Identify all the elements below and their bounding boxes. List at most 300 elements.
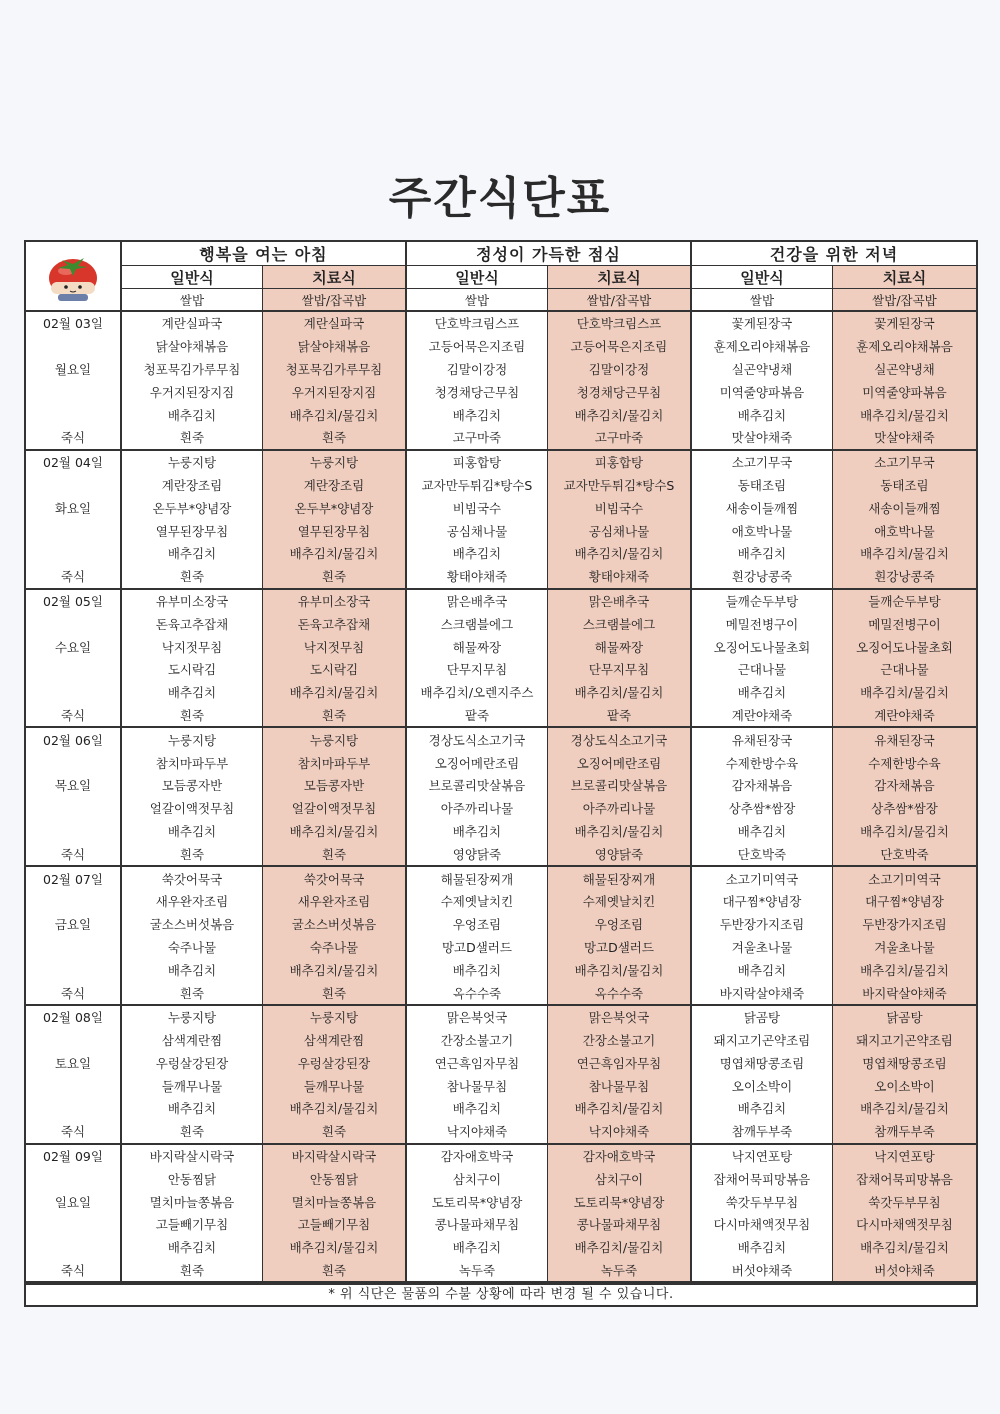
- regular-menu-cell: 배추김치: [121, 403, 262, 426]
- regular-menu-cell: 영양닭죽: [406, 842, 547, 866]
- regular-menu-cell: 해물짜장: [406, 635, 547, 658]
- therapeutic-menu-cell: 계란실파국: [262, 311, 406, 335]
- porridge-label: 죽식: [26, 1259, 121, 1283]
- therapeutic-menu-cell: 도시락김: [262, 658, 406, 681]
- table-row: [26, 1005, 976, 1029]
- regular-menu-cell: 동태조림: [691, 474, 832, 497]
- regular-menu-cell: 쑥갓어묵국: [121, 866, 262, 890]
- table-row: [26, 890, 976, 913]
- therapeutic-menu-cell: 바지락살야채죽: [832, 981, 976, 1005]
- therapeutic-menu-cell: 모듬콩자반: [262, 774, 406, 797]
- day-label-empty: [26, 820, 121, 843]
- table-row: [26, 519, 976, 542]
- day-date: 02월 05일: [43, 593, 103, 609]
- table-row: [26, 820, 976, 843]
- regular-menu-cell: 누룽지탕: [121, 1005, 262, 1029]
- day-label-empty: [26, 519, 121, 542]
- regular-menu-cell: 참치마파두부: [121, 751, 262, 774]
- regular-menu-cell: 삼치구이: [406, 1167, 547, 1190]
- therapeutic-menu-cell: 배추김치/물김치: [832, 1236, 976, 1259]
- regular-menu-cell: 유부미소장국: [121, 589, 262, 613]
- therapeutic-menu-cell: 맛살야채죽: [832, 426, 976, 450]
- regular-menu-cell: 바지락살시락국: [121, 1144, 262, 1168]
- therapeutic-menu-cell: 도토리묵*양념장: [547, 1190, 691, 1213]
- regular-menu-cell: 수제옛날치킨: [406, 890, 547, 913]
- regular-menu-cell: 숙주나물: [121, 936, 262, 959]
- therapeutic-menu-cell: 망고D샐러드: [547, 936, 691, 959]
- table-row: [26, 1259, 976, 1283]
- regular-menu-cell: 청경채당근무침: [406, 380, 547, 403]
- day-label-empty: [26, 1236, 121, 1259]
- regular-menu-cell: 김말이강정: [406, 358, 547, 381]
- therapeutic-menu-cell: 옥수수죽: [547, 981, 691, 1005]
- rice-cell: 쌀밥: [691, 289, 832, 312]
- regular-menu-cell: 낙지야채죽: [406, 1120, 547, 1144]
- regular-menu-cell: 누룽지탕: [121, 450, 262, 474]
- therapeutic-menu-cell: 실곤약냉채: [832, 358, 976, 381]
- therapeutic-menu-cell: 들깨순두부탕: [832, 589, 976, 613]
- regular-menu-cell: 비빔국수: [406, 496, 547, 519]
- regular-menu-cell: 우거지된장지짐: [121, 380, 262, 403]
- table-row: [26, 474, 976, 497]
- regular-menu-cell: 실곤약냉채: [691, 358, 832, 381]
- table-row: [26, 842, 976, 866]
- regular-menu-cell: 다시마채액젓무침: [691, 1213, 832, 1236]
- regular-menu-cell: 스크램블에그: [406, 612, 547, 635]
- regular-menu-cell: 돼지고기곤약조림: [691, 1029, 832, 1052]
- therapeutic-menu-cell: 스크램블에그: [547, 612, 691, 635]
- therapeutic-menu-cell: 굴소스버섯볶음: [262, 913, 406, 936]
- therapeutic-menu-cell: 배추김치/물김치: [547, 820, 691, 843]
- therapeutic-menu-cell: 버섯야채죽: [832, 1259, 976, 1283]
- table-row: [26, 681, 976, 704]
- table-row: [26, 1074, 976, 1097]
- table-row: [26, 981, 976, 1005]
- footer-note: * 위 식단은 물품의 수불 상황에 따라 변경 될 수 있습니다.: [26, 1283, 976, 1305]
- regular-menu-cell: 낙지연포탕: [691, 1144, 832, 1168]
- day-label-empty: [26, 936, 121, 959]
- regular-menu-cell: 배추김치: [691, 681, 832, 704]
- therapeutic-menu-cell: 배추김치/물김치: [832, 681, 976, 704]
- regular-menu-cell: 흰죽: [121, 704, 262, 728]
- table-row: [26, 1052, 976, 1075]
- regular-menu-cell: 고들빼기무침: [121, 1213, 262, 1236]
- regular-menu-cell: 배추김치: [121, 1097, 262, 1120]
- regular-menu-cell: 흰죽: [121, 565, 262, 589]
- therapeutic-menu-cell: 배추김치/물김치: [832, 403, 976, 426]
- therapeutic-menu-cell: 삼색계란찜: [262, 1029, 406, 1052]
- therapeutic-menu-cell: 열무된장무침: [262, 519, 406, 542]
- therapeutic-menu-cell: 안동찜닭: [262, 1167, 406, 1190]
- therapeutic-menu-cell: 우엉조림: [547, 913, 691, 936]
- regular-menu-cell: 배추김치: [406, 403, 547, 426]
- day-weekday: 수요일: [54, 639, 92, 655]
- regular-menu-cell: 참깨두부죽: [691, 1120, 832, 1144]
- regular-menu-cell: 배추김치: [691, 1236, 832, 1259]
- day-date: 02월 07일: [43, 871, 103, 887]
- regular-menu-cell: 배추김치: [691, 1097, 832, 1120]
- day-weekday: 목요일: [54, 778, 92, 794]
- regular-menu-cell: 들깨순두부탕: [691, 589, 832, 613]
- day-date: 02월 03일: [43, 316, 103, 332]
- therapeutic-menu-cell: 팥죽: [547, 704, 691, 728]
- regular-menu-cell: 계란야채죽: [691, 704, 832, 728]
- porridge-label: 죽식: [26, 426, 121, 450]
- regular-menu-cell: 배추김치: [406, 542, 547, 565]
- therapeutic-menu-cell: 흰강낭콩죽: [832, 565, 976, 589]
- therapeutic-menu-cell: 단무지무침: [547, 658, 691, 681]
- table-row: [26, 658, 976, 681]
- therapeutic-menu-cell: 공심채나물: [547, 519, 691, 542]
- therapeutic-menu-cell: 경상도식소고기국: [547, 727, 691, 751]
- menu-sheet: [24, 240, 978, 1307]
- regular-menu-cell: 단무지무침: [406, 658, 547, 681]
- regular-menu-cell: 참나물무침: [406, 1074, 547, 1097]
- subheader-therapeutic: 치료식: [832, 266, 976, 289]
- therapeutic-menu-cell: 콩나물파채무침: [547, 1213, 691, 1236]
- day-date: 02월 08일: [43, 1010, 103, 1026]
- regular-menu-cell: 안동찜닭: [121, 1167, 262, 1190]
- regular-menu-cell: 모듬콩자반: [121, 774, 262, 797]
- regular-menu-cell: 배추김치: [406, 1236, 547, 1259]
- therapeutic-menu-cell: 흰죽: [262, 1259, 406, 1283]
- day-weekday: 화요일: [54, 500, 92, 516]
- therapeutic-menu-cell: 숙주나물: [262, 936, 406, 959]
- porridge-label: 죽식: [26, 704, 121, 728]
- regular-menu-cell: 명엽채땅콩조림: [691, 1052, 832, 1075]
- porridge-label: 죽식: [26, 1120, 121, 1144]
- therapeutic-menu-cell: 아주까리나물: [547, 797, 691, 820]
- table-row: [26, 496, 976, 519]
- tomato-mascot-icon: [38, 246, 108, 304]
- therapeutic-menu-cell: 수제한방수육: [832, 751, 976, 774]
- therapeutic-menu-cell: 배추김치/물김치: [262, 681, 406, 704]
- table-row: [26, 1144, 976, 1168]
- regular-menu-cell: 브로콜리맛살볶음: [406, 774, 547, 797]
- table-row: [26, 565, 976, 589]
- day-weekday: 일요일: [54, 1194, 92, 1210]
- therapeutic-menu-cell: 오징어도나물초회: [832, 635, 976, 658]
- table-row: [26, 913, 976, 936]
- therapeutic-menu-cell: 배추김치/물김치: [262, 820, 406, 843]
- therapeutic-menu-cell: 누룽지탕: [262, 727, 406, 751]
- therapeutic-menu-cell: 소고기미역국: [832, 866, 976, 890]
- page-title: 주간식단표: [388, 173, 612, 224]
- day-date: 02월 06일: [43, 732, 103, 748]
- therapeutic-menu-cell: 낙지젓무침: [262, 635, 406, 658]
- therapeutic-menu-cell: 배추김치/물김치: [547, 542, 691, 565]
- regular-menu-cell: 감자애호박국: [406, 1144, 547, 1168]
- day-weekday: 금요일: [54, 917, 92, 933]
- day-label-empty: [26, 542, 121, 565]
- regular-menu-cell: 도시락김: [121, 658, 262, 681]
- therapeutic-menu-cell: 피홍합탕: [547, 450, 691, 474]
- regular-menu-cell: 흰죽: [121, 981, 262, 1005]
- therapeutic-menu-cell: 멸치마늘쫑볶음: [262, 1190, 406, 1213]
- day-label-empty: [26, 797, 121, 820]
- therapeutic-menu-cell: 김말이강정: [547, 358, 691, 381]
- regular-menu-cell: 녹두죽: [406, 1259, 547, 1283]
- regular-menu-cell: 버섯야채죽: [691, 1259, 832, 1283]
- therapeutic-menu-cell: 들깨무나물: [262, 1074, 406, 1097]
- therapeutic-menu-cell: 쑥갓어묵국: [262, 866, 406, 890]
- day-label-empty: [26, 1029, 121, 1052]
- subheader-regular: 일반식: [691, 266, 832, 289]
- regular-menu-cell: 아주까리나물: [406, 797, 547, 820]
- therapeutic-menu-cell: 소고기무국: [832, 450, 976, 474]
- porridge-label: 죽식: [26, 842, 121, 866]
- table-row: [26, 542, 976, 565]
- therapeutic-menu-cell: 맑은북엇국: [547, 1005, 691, 1029]
- regular-menu-cell: 옥수수죽: [406, 981, 547, 1005]
- table-row: [26, 958, 976, 981]
- therapeutic-menu-cell: 브로콜리맛살볶음: [547, 774, 691, 797]
- regular-menu-cell: 대구찜*양념장: [691, 890, 832, 913]
- regular-menu-cell: 유채된장국: [691, 727, 832, 751]
- regular-menu-cell: 애호박나물: [691, 519, 832, 542]
- regular-menu-cell: 단호박크림스프: [406, 311, 547, 335]
- regular-menu-cell: 상추쌈*쌈장: [691, 797, 832, 820]
- day-label-empty: [26, 751, 121, 774]
- regular-menu-cell: 맑은북엇국: [406, 1005, 547, 1029]
- subheader-therapeutic: 치료식: [547, 266, 691, 289]
- regular-menu-cell: 교자만두튀김*탕수S: [406, 474, 547, 497]
- therapeutic-menu-cell: 영양닭죽: [547, 842, 691, 866]
- rice-cell: 쌀밥: [406, 289, 547, 312]
- therapeutic-menu-cell: 꽃게된장국: [832, 311, 976, 335]
- day-label-empty: [26, 380, 121, 403]
- therapeutic-menu-cell: 간장소불고기: [547, 1029, 691, 1052]
- regular-menu-cell: 바지락살야채죽: [691, 981, 832, 1005]
- table-row: [26, 866, 976, 890]
- rice-cell: 쌀밥/잡곡밥: [832, 289, 976, 312]
- day-label-empty: [26, 681, 121, 704]
- subheader-regular: 일반식: [406, 266, 547, 289]
- day-label-empty: [26, 1167, 121, 1190]
- regular-menu-cell: 새송이들깨찜: [691, 496, 832, 519]
- regular-menu-cell: 새우완자조림: [121, 890, 262, 913]
- therapeutic-menu-cell: 흰죽: [262, 704, 406, 728]
- day-label-empty: [26, 958, 121, 981]
- therapeutic-menu-cell: 새우완자조림: [262, 890, 406, 913]
- therapeutic-menu-cell: 온두부*양념장: [262, 496, 406, 519]
- day-date: 02월 04일: [43, 455, 103, 471]
- therapeutic-menu-cell: 감자채볶음: [832, 774, 976, 797]
- therapeutic-menu-cell: 훈제오리야채볶음: [832, 335, 976, 358]
- therapeutic-menu-cell: 누룽지탕: [262, 1005, 406, 1029]
- regular-menu-cell: 잡채어묵피망볶음: [691, 1167, 832, 1190]
- regular-menu-cell: 피홍합탕: [406, 450, 547, 474]
- regular-menu-cell: 배추김치: [121, 1236, 262, 1259]
- therapeutic-menu-cell: 해물된장찌개: [547, 866, 691, 890]
- therapeutic-menu-cell: 돈육고추잡채: [262, 612, 406, 635]
- rice-cell: 쌀밥/잡곡밥: [262, 289, 406, 312]
- day-label-empty: [26, 890, 121, 913]
- meal-header-breakfast: 행복을 여는 아침: [121, 242, 406, 266]
- therapeutic-menu-cell: 닭곰탕: [832, 1005, 976, 1029]
- regular-menu-cell: 계란실파국: [121, 311, 262, 335]
- menu-table: [26, 242, 976, 1283]
- regular-menu-cell: 돈육고추잡채: [121, 612, 262, 635]
- therapeutic-menu-cell: 미역줄양파볶음: [832, 380, 976, 403]
- regular-menu-cell: 고등어묵은지조림: [406, 335, 547, 358]
- table-row: [26, 612, 976, 635]
- day-date: 02월 09일: [43, 1149, 103, 1165]
- regular-menu-cell: 공심채나물: [406, 519, 547, 542]
- regular-menu-cell: 들깨무나물: [121, 1074, 262, 1097]
- therapeutic-menu-cell: 쑥갓두부무침: [832, 1190, 976, 1213]
- day-label-empty: [26, 612, 121, 635]
- regular-menu-cell: 간장소불고기: [406, 1029, 547, 1052]
- regular-menu-cell: 두반장가지조림: [691, 913, 832, 936]
- day-label-empty: [26, 658, 121, 681]
- therapeutic-menu-cell: 우렁살강된장: [262, 1052, 406, 1075]
- regular-menu-cell: 청포묵김가루무침: [121, 358, 262, 381]
- regular-menu-cell: 근대나물: [691, 658, 832, 681]
- therapeutic-menu-cell: 배추김치/물김치: [547, 958, 691, 981]
- regular-menu-cell: 열무된장무침: [121, 519, 262, 542]
- day-weekday: 월요일: [54, 361, 92, 377]
- table-row: [26, 727, 976, 751]
- table-row: [26, 403, 976, 426]
- regular-menu-cell: 경상도식소고기국: [406, 727, 547, 751]
- regular-menu-cell: 배추김치: [121, 958, 262, 981]
- therapeutic-menu-cell: 동태조림: [832, 474, 976, 497]
- therapeutic-menu-cell: 흰죽: [262, 981, 406, 1005]
- therapeutic-menu-cell: 단호박죽: [832, 842, 976, 866]
- day-weekday: 토요일: [54, 1055, 92, 1071]
- therapeutic-menu-cell: 배추김치/물김치: [547, 403, 691, 426]
- regular-menu-cell: 고구마죽: [406, 426, 547, 450]
- menu-body: [26, 311, 976, 1282]
- regular-menu-cell: 오징어도나물초회: [691, 635, 832, 658]
- therapeutic-menu-cell: 교자만두튀김*탕수S: [547, 474, 691, 497]
- regular-menu-cell: 배추김치: [121, 681, 262, 704]
- regular-menu-cell: 감자채볶음: [691, 774, 832, 797]
- regular-menu-cell: 삼색계란찜: [121, 1029, 262, 1052]
- regular-menu-cell: 배추김치: [691, 958, 832, 981]
- regular-menu-cell: 닭살야채볶음: [121, 335, 262, 358]
- therapeutic-menu-cell: 애호박나물: [832, 519, 976, 542]
- regular-menu-cell: 연근흑임자무침: [406, 1052, 547, 1075]
- therapeutic-menu-cell: 계란장조림: [262, 474, 406, 497]
- regular-menu-cell: 콩나물파채무침: [406, 1213, 547, 1236]
- therapeutic-menu-cell: 참깨두부죽: [832, 1120, 976, 1144]
- regular-menu-cell: 소고기무국: [691, 450, 832, 474]
- table-row: [26, 635, 976, 658]
- table-row: [26, 380, 976, 403]
- regular-menu-cell: 망고D샐러드: [406, 936, 547, 959]
- regular-menu-cell: 계란장조림: [121, 474, 262, 497]
- therapeutic-menu-cell: 유부미소장국: [262, 589, 406, 613]
- meal-header-dinner: 건강을 위한 저녁: [691, 242, 976, 266]
- regular-menu-cell: 흰죽: [121, 1259, 262, 1283]
- porridge-label: 죽식: [26, 565, 121, 589]
- regular-menu-cell: 배추김치: [406, 820, 547, 843]
- therapeutic-menu-cell: 청포묵김가루무침: [262, 358, 406, 381]
- rice-cell: 쌀밥/잡곡밥: [547, 289, 691, 312]
- therapeutic-menu-cell: 배추김치/물김치: [547, 1097, 691, 1120]
- therapeutic-menu-cell: 계란야채죽: [832, 704, 976, 728]
- therapeutic-menu-cell: 새송이들깨찜: [832, 496, 976, 519]
- therapeutic-menu-cell: 고등어묵은지조림: [547, 335, 691, 358]
- table-row: [26, 751, 976, 774]
- regular-menu-cell: 수제한방수육: [691, 751, 832, 774]
- table-row: [26, 1120, 976, 1144]
- subheader-regular: 일반식: [121, 266, 262, 289]
- therapeutic-menu-cell: 누룽지탕: [262, 450, 406, 474]
- therapeutic-menu-cell: 배추김치/물김치: [262, 1236, 406, 1259]
- regular-menu-cell: 황태야채죽: [406, 565, 547, 589]
- tomato-mascot-logo: [26, 242, 121, 311]
- therapeutic-menu-cell: 배추김치/물김치: [832, 1097, 976, 1120]
- regular-menu-cell: 흰죽: [121, 426, 262, 450]
- therapeutic-menu-cell: 녹두죽: [547, 1259, 691, 1283]
- day-label-empty: [26, 474, 121, 497]
- therapeutic-menu-cell: 바지락살시락국: [262, 1144, 406, 1168]
- regular-menu-cell: 도토리묵*양념장: [406, 1190, 547, 1213]
- regular-menu-cell: 소고기미역국: [691, 866, 832, 890]
- therapeutic-menu-cell: 얼갈이액젓무침: [262, 797, 406, 820]
- table-row: [26, 335, 976, 358]
- therapeutic-menu-cell: 배추김치/물김치: [547, 1236, 691, 1259]
- table-row: [26, 1190, 976, 1213]
- day-label-empty: [26, 1213, 121, 1236]
- regular-menu-cell: 맛살야채죽: [691, 426, 832, 450]
- regular-menu-cell: 얼갈이액젓무침: [121, 797, 262, 820]
- regular-menu-cell: 오이소박이: [691, 1074, 832, 1097]
- regular-menu-cell: 낙지젓무침: [121, 635, 262, 658]
- therapeutic-menu-cell: 배추김치/물김치: [832, 542, 976, 565]
- regular-menu-cell: 온두부*양념장: [121, 496, 262, 519]
- regular-menu-cell: 해물된장찌개: [406, 866, 547, 890]
- regular-menu-cell: 배추김치: [691, 403, 832, 426]
- therapeutic-menu-cell: 흰죽: [262, 842, 406, 866]
- table-row: [26, 1167, 976, 1190]
- regular-menu-cell: 배추김치: [121, 542, 262, 565]
- therapeutic-menu-cell: 배추김치/물김치: [262, 958, 406, 981]
- therapeutic-menu-cell: 오이소박이: [832, 1074, 976, 1097]
- table-row: [26, 936, 976, 959]
- therapeutic-menu-cell: 배추김치/물김치: [832, 820, 976, 843]
- regular-menu-cell: 배추김치: [406, 958, 547, 981]
- therapeutic-menu-cell: 다시마채액젓무침: [832, 1213, 976, 1236]
- therapeutic-menu-cell: 상추쌈*쌈장: [832, 797, 976, 820]
- regular-menu-cell: 메밀전병구이: [691, 612, 832, 635]
- meal-header-lunch: 정성이 가득한 점심: [406, 242, 691, 266]
- table-row: [26, 450, 976, 474]
- therapeutic-menu-cell: 낙지야채죽: [547, 1120, 691, 1144]
- therapeutic-menu-cell: 명엽채땅콩조림: [832, 1052, 976, 1075]
- regular-menu-cell: 굴소스버섯볶음: [121, 913, 262, 936]
- therapeutic-menu-cell: 흰죽: [262, 565, 406, 589]
- regular-menu-cell: 흰죽: [121, 842, 262, 866]
- therapeutic-menu-cell: 배추김치/물김치: [262, 403, 406, 426]
- therapeutic-menu-cell: 메밀전병구이: [832, 612, 976, 635]
- table-row: [26, 1213, 976, 1236]
- table-row: [26, 704, 976, 728]
- day-label-empty: [26, 1074, 121, 1097]
- regular-menu-cell: 오징어메란조림: [406, 751, 547, 774]
- regular-menu-cell: 흰죽: [121, 1120, 262, 1144]
- therapeutic-menu-cell: 배추김치/물김치: [262, 542, 406, 565]
- day-label-empty: [26, 1097, 121, 1120]
- day-label-empty: [26, 335, 121, 358]
- therapeutic-menu-cell: 닭살야채볶음: [262, 335, 406, 358]
- regular-menu-cell: 팥죽: [406, 704, 547, 728]
- table-row: [26, 311, 976, 335]
- table-row: [26, 797, 976, 820]
